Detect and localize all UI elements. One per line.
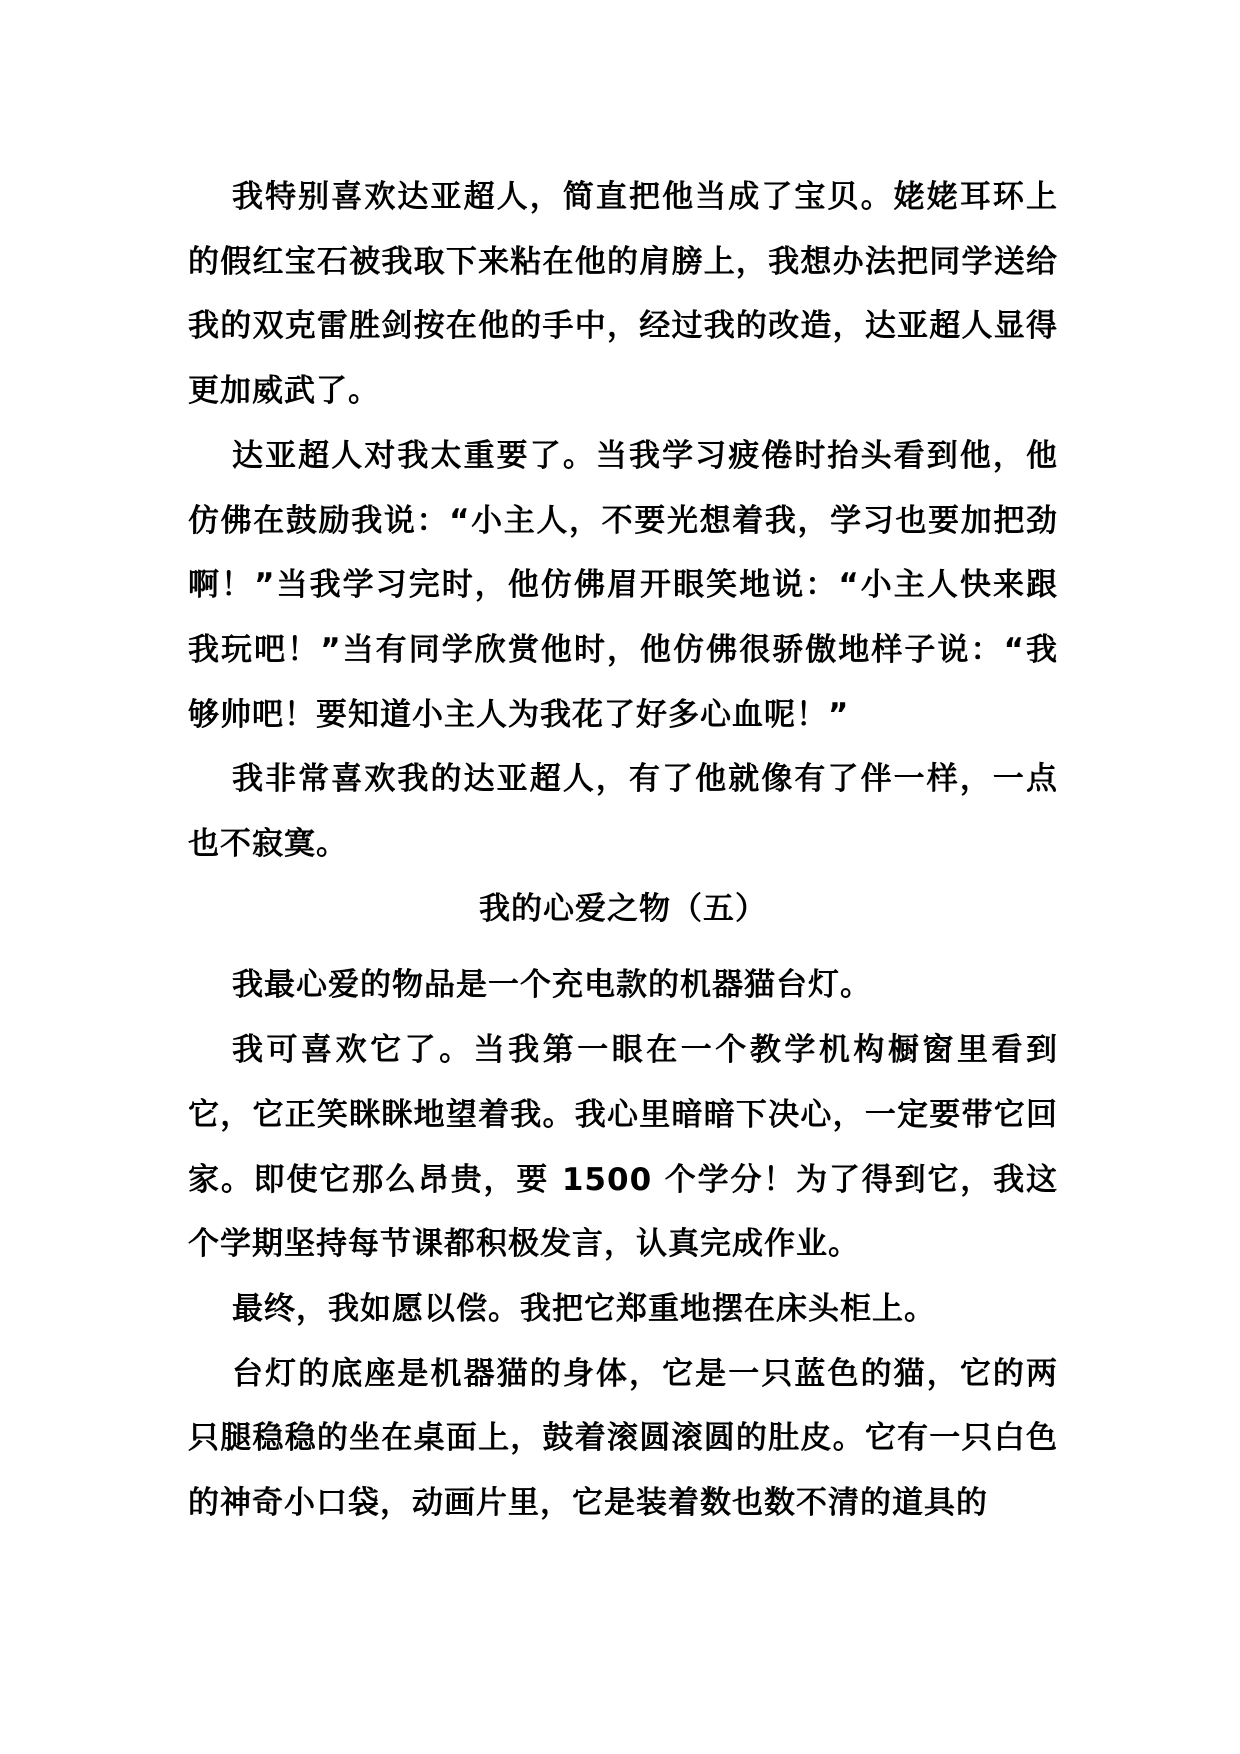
paragraph-5: 我可喜欢它了。当我第一眼在一个教学机构橱窗里看到它，它正笑眯眯地望着我。我心里暗暗下决心，一定要带它回家。即使它那么昂贵，要 1500 个学分！为了得到它，我这个学期坚持每节课都积极发言，认真完成作业。 bbox=[188, 1032, 1058, 1263]
paragraph-1: 我特别喜欢达亚超人，简直把他当成了宝贝。姥姥耳环上的假红宝石被我取下来粘在他的肩膀上，我想办法把同学送给我的双克雷胜剑按在他的手中，经过我的改造，达亚超人显得更加威武了。 bbox=[188, 179, 1058, 410]
paragraph-2: 达亚超人对我太重要了。当我学习疲倦时抬头看到他，他仿佛在鼓励我说：“小主人，不要光想着我，学习也要加把劲啊！”当我学习完时，他仿佛眉开眼笑地说：“小主人快来跟我玩吧！”当有同学欣赏他时，他仿佛很骄傲地样子说：“我够帅吧！要知道小主人为我花了好多心血呢！” bbox=[188, 437, 1058, 733]
section-title: 我的心爱之物（五） bbox=[479, 890, 767, 927]
paragraph-6: 最终，我如愿以偿。我把它郑重地摆在床头柜上。 bbox=[232, 1290, 936, 1327]
paragraph-7: 台灯的底座是机器猫的身体，它是一只蓝色的猫，它的两只腿稳稳的坐在桌面上，鼓着滚圆滚圆的肚皮。它有一只白色的神奇小口袋，动画片里，它是装着数也数不清的道具的 bbox=[188, 1355, 1058, 1522]
paragraph-4: 我最心爱的物品是一个充电款的机器猫台灯。 bbox=[232, 967, 872, 1004]
document-body bbox=[188, 165, 1058, 1536]
paragraph-3: 我非常喜欢我的达亚超人，有了他就像有了伴一样，一点也不寂寞。 bbox=[188, 761, 1058, 863]
